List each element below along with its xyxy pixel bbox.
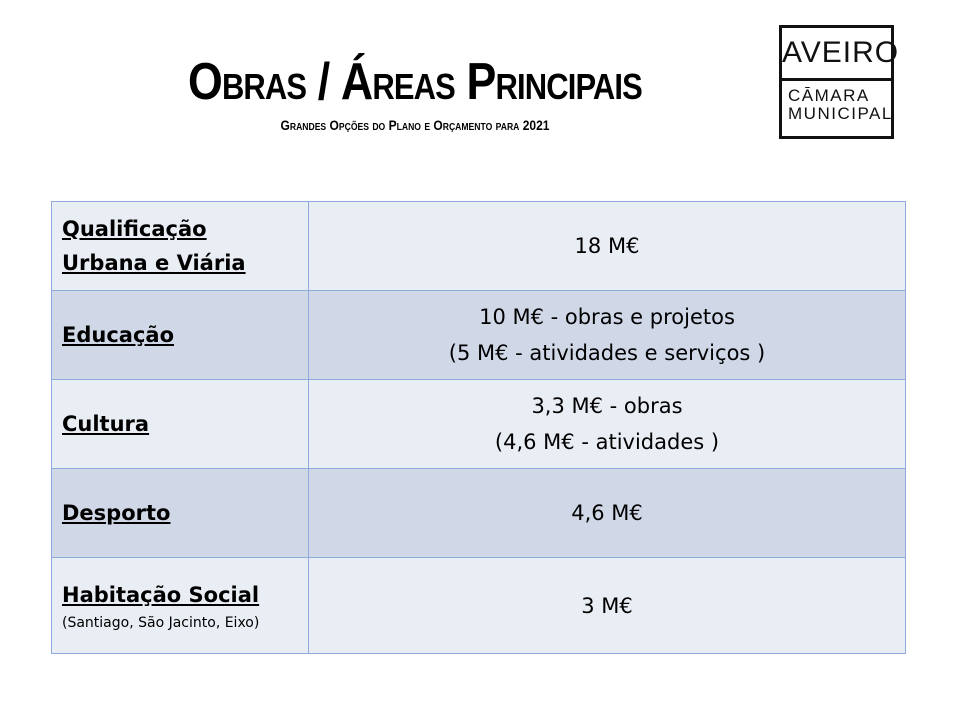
row-value: 4,6 M€ [571, 501, 643, 525]
table-row [52, 469, 906, 558]
table-row [52, 380, 906, 469]
row-value-secondary: (4,6 M€ - atividades ) [494, 430, 720, 454]
row-value: 3,3 M€ - obras [531, 394, 683, 418]
areas-table [51, 201, 906, 654]
aveiro-logo [779, 25, 900, 139]
row-label: Cultura [62, 412, 150, 436]
table-row [52, 202, 906, 291]
logo-municipal-text: MUNICIPAL [788, 104, 893, 123]
row-value: 18 M€ [574, 234, 640, 258]
slide-subtitle: Grandes Opções do Plano e Orçamento para 2021 [280, 117, 550, 133]
row-label: Educação [62, 323, 174, 347]
row-value-secondary: (5 M€ - atividades e serviços ) [448, 341, 766, 365]
table-row [52, 558, 906, 654]
row-value: 3 M€ [581, 593, 633, 618]
table-row [52, 291, 906, 380]
slide-title: Obras / Áreas Principais [188, 53, 642, 111]
row-label: Habitação Social [62, 582, 260, 607]
logo-aveiro-text: AVEIRO [782, 28, 891, 81]
logo-camara-text: CĀMARA [788, 86, 870, 105]
row-note: (Santiago, São Jacinto, Eixo) [62, 614, 260, 631]
row-value: 10 M€ - obras e projetos [479, 305, 735, 329]
row-label: Desporto [62, 501, 171, 525]
row-label: Qualificação Urbana e Viária [62, 217, 246, 275]
